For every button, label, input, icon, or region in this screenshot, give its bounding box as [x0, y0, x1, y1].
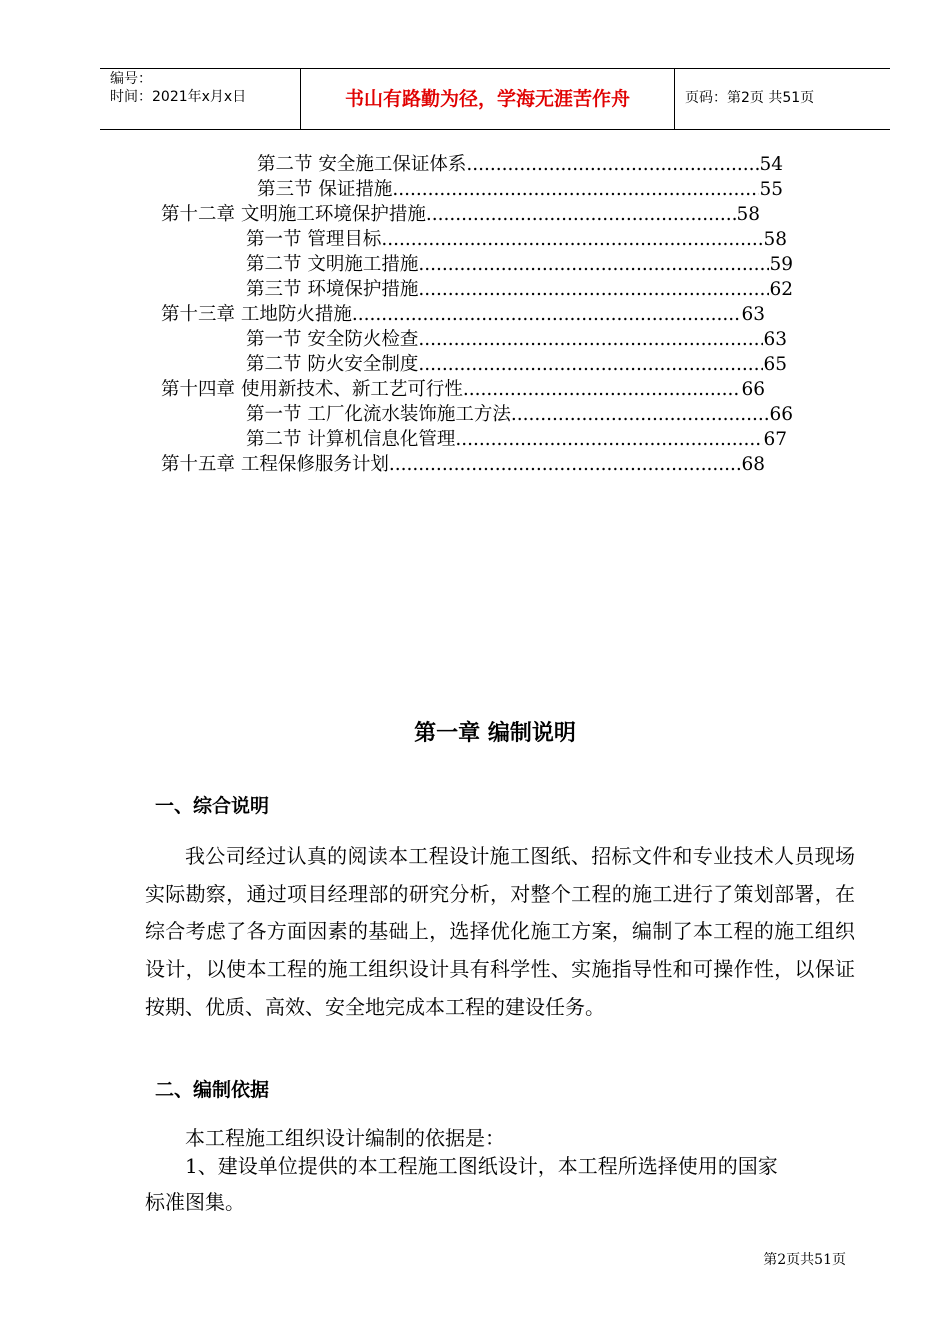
- toc-entry-title: 第十三章 工地防火措施: [161, 304, 352, 325]
- toc-leader: [352, 302, 742, 327]
- toc-entry-title: 第二节 文明施工措施: [246, 254, 419, 275]
- toc-leader: [381, 227, 763, 252]
- toc-entry-page: 63: [763, 329, 787, 350]
- toc-leader: [418, 352, 763, 377]
- document-date-label: 时间：2021年x月x日: [110, 89, 247, 105]
- document-number-label: 编号：: [110, 71, 152, 87]
- toc-entry-title: 第三节 环境保护措施: [246, 279, 419, 300]
- toc-entry-page: 63: [741, 304, 765, 325]
- toc-entry-page: 66: [741, 379, 765, 400]
- header-page-number: 页码：第2页 共51页: [685, 90, 815, 106]
- header-motto: 书山有路勤为径，学海无涯苦作舟: [344, 88, 630, 110]
- toc-entry[interactable]: [161, 202, 760, 227]
- toc-entry-title: 第二节 防火安全制度: [246, 354, 419, 375]
- toc-leader: [418, 252, 769, 277]
- toc-entry-page: 67: [763, 429, 787, 450]
- toc-entry-page: 62: [769, 279, 793, 300]
- toc-entry[interactable]: [246, 352, 787, 377]
- toc-entry-title: 第一节 工厂化流水装饰施工方法: [246, 404, 511, 425]
- toc-entry-title: 第十四章 使用新技术、新工艺可行性: [161, 379, 463, 400]
- toc-leader: [463, 377, 742, 402]
- toc-entry-title: 第三节 保证措施: [257, 179, 393, 200]
- toc-leader: [466, 152, 759, 177]
- toc-entry-title: 第二节 安全施工保证体系: [257, 154, 467, 175]
- toc-entry[interactable]: [246, 427, 787, 452]
- toc-entry-page: 59: [769, 254, 793, 275]
- section-paragraph-intro: 本工程施工组织设计编制的依据是：: [185, 1126, 505, 1150]
- toc-leader: [418, 277, 769, 302]
- toc-entry-page: 55: [759, 179, 783, 200]
- section-heading: 二、编制依据: [155, 1079, 270, 1101]
- toc-entry[interactable]: [257, 177, 783, 202]
- toc-entry[interactable]: [161, 377, 765, 402]
- toc-entry-page: 66: [769, 404, 793, 425]
- toc-entry-page: 58: [736, 204, 760, 225]
- toc-entry-title: 第一节 管理目标: [246, 229, 382, 250]
- toc-entry[interactable]: [246, 252, 793, 277]
- toc-entry-page: 58: [763, 229, 787, 250]
- header-meta-cell: [100, 69, 301, 129]
- header-motto-cell: [301, 69, 675, 129]
- toc-entry-page: 68: [741, 454, 765, 475]
- toc-entry[interactable]: [246, 402, 793, 427]
- toc-entry-page: 65: [763, 354, 787, 375]
- list-item-line: 标准图集。: [145, 1190, 245, 1214]
- toc-entry[interactable]: [246, 327, 787, 352]
- toc-entry[interactable]: [161, 452, 765, 477]
- page-footer: 第2页共51页: [763, 1252, 846, 1268]
- header-page-cell: [675, 69, 890, 129]
- toc-entry-title: 第十二章 文明施工环境保护措施: [161, 204, 426, 225]
- toc-entry-title: 第二节 计算机信息化管理: [246, 429, 456, 450]
- toc-entry-page: 54: [759, 154, 783, 175]
- section-heading: 一、综合说明: [155, 795, 270, 817]
- toc-entry[interactable]: [257, 152, 783, 177]
- list-item-line: 1、建设单位提供的本工程施工图纸设计，本工程所选择使用的国家: [185, 1154, 778, 1178]
- toc-leader: [389, 452, 742, 477]
- toc-leader: [426, 202, 737, 227]
- chapter-title: 第一章 编制说明: [414, 721, 576, 746]
- toc-entry[interactable]: [246, 277, 793, 302]
- toc-leader: [511, 402, 770, 427]
- toc-entry[interactable]: [246, 227, 787, 252]
- page-header: [100, 68, 890, 130]
- toc-leader: [392, 177, 759, 202]
- toc-leader: [455, 427, 763, 452]
- toc-leader: [418, 327, 763, 352]
- section-paragraph: 我公司经过认真的阅读本工程设计施工图纸、招标文件和专业技术人员现场实际勘察，通过项目经理部的研究分析，对整个工程的施工进行了策划部署，在综合考虑了各方面因素的基础上，选择优化施工方案，编制了本工程的施工组织设计，以使本工程的施工组织设计具有科学性、实施指导性和可操作性，以保证按期、优质、高效、安全地完成本工程的建设任务。: [145, 844, 855, 1019]
- toc-entry[interactable]: [161, 302, 765, 327]
- toc-entry-title: 第一节 安全防火检查: [246, 329, 419, 350]
- toc-entry-title: 第十五章 工程保修服务计划: [161, 454, 389, 475]
